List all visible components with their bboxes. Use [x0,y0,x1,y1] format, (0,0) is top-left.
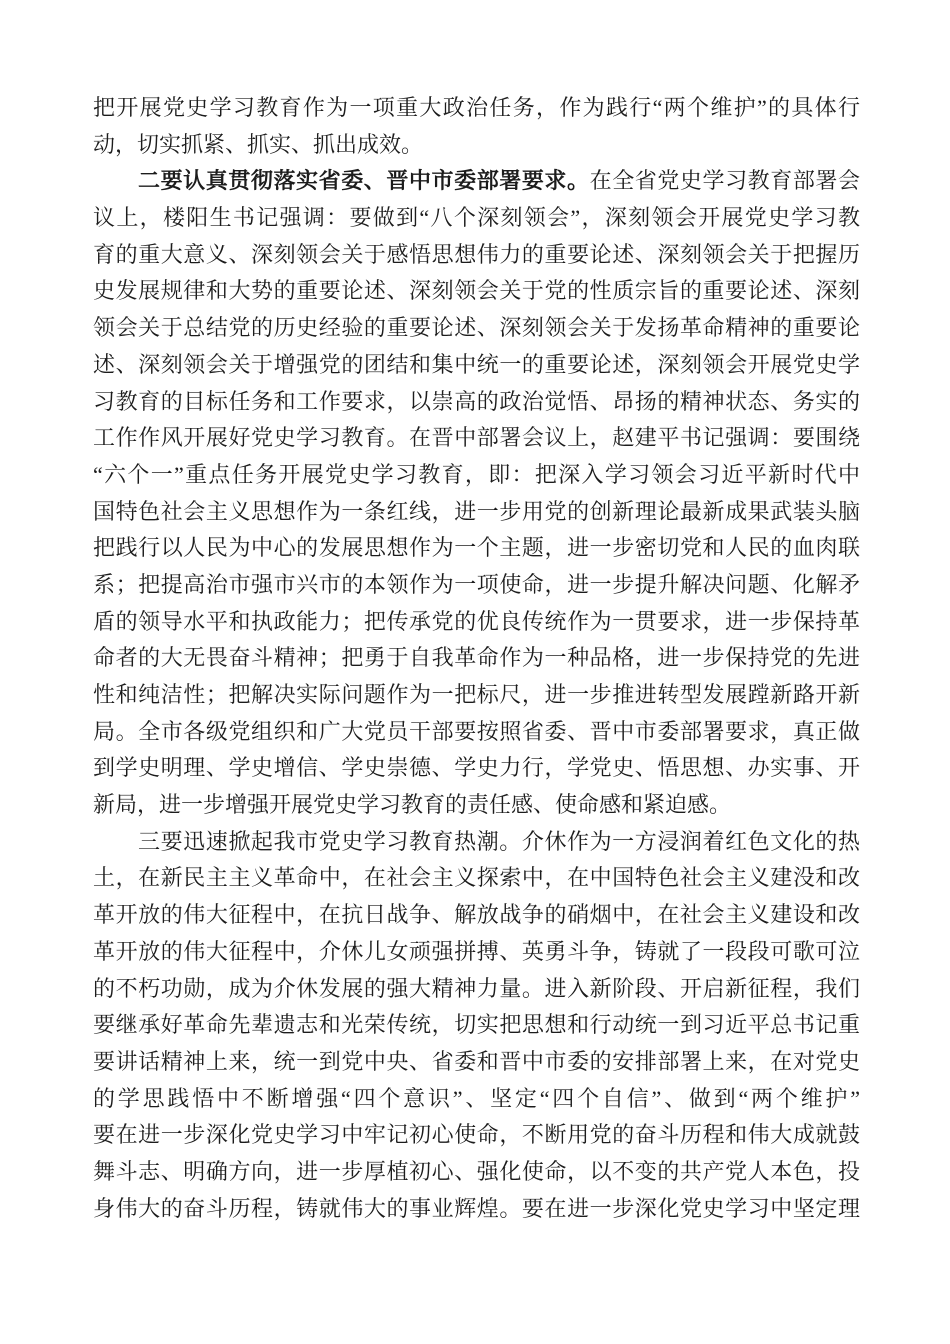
text-line [93,127,860,164]
text-line [93,530,860,567]
text-line [93,604,860,641]
text-segment: 到学史明理、学史增信、学史崇德、学史力行，学党史、悟思想、办实事、开 [93,755,860,781]
text-segment: “六个一”重点任务开展党史学习教育，即：把深入学习领会习近平新时代中 [93,461,860,487]
text-segment: 史发展规律和大势的重要论述、深刻领会关于党的性质宗旨的重要论述、深刻 [93,278,860,304]
text-segment: 土，在新民主主义革命中，在社会主义探索中，在中国特色社会主义建没和改 [93,865,860,891]
text-segment: 要在进一步深化党史学习中牢记初心使命，不断用党的奋斗历程和伟大成就鼓 [93,1122,860,1148]
text-line [93,420,860,457]
text-line [93,750,860,787]
text-segment: 盾的领导水平和执政能力；把传承党的优良传统作为一贯要求，进一步保持革 [93,608,860,634]
text-segment: 把开展党史学习教育作为一项重大政治任务，作为践行“两个维护”的具体行 [93,95,860,120]
text-segment: 命者的大无畏奋斗精神；把勇于自我革命作为一种品格，进一步保持党的先进 [93,645,860,671]
text-segment: 舞斗志、明确方向，进一步厚植初心、强化使命，以不变的共产党人本色，投 [93,1158,860,1184]
document-body [93,90,860,1227]
text-segment: 动，切实抓紧、抓实、抓出成效。 [93,131,424,157]
text-line [93,1044,860,1081]
text-line [93,567,860,604]
text-line [93,1007,860,1044]
text-segment: 三要迅速掀起我市党史学习教育热潮。 [138,828,522,854]
text-line [93,824,860,861]
text-line [93,163,860,200]
text-line [93,384,860,421]
text-segment: 领会关于总结党的历史经验的重要论述、深刻领会关于发扬革命精神的重要论 [93,315,860,341]
paragraph-lead-bold: 二要认真贯彻落实省委、晋中市委部署要求。 [138,168,590,194]
text-line [93,457,860,494]
text-line [93,90,860,127]
text-line [93,934,860,971]
text-line [93,200,860,237]
text-line [93,677,860,714]
text-line [93,897,860,934]
text-segment: 新局，进一步增强开展党史学习教育的责任感、使命感和紧迫感。 [93,792,732,818]
text-line [93,494,860,531]
text-segment: 在全省党史学习教育部署会 [589,168,860,194]
text-segment: 介休作为一方浸润着红色文化的热 [521,828,860,854]
text-segment: 工作作风开展好党史学习教育。在晋中部署会议上，赵建平书记强调：要围绕 [93,425,860,451]
text-line [93,971,860,1008]
text-line [93,347,860,384]
text-line [93,1117,860,1154]
text-segment: 的不朽功勋，成为介休发展的强大精神力量。进入新阶段、开启新征程，我们 [93,975,860,1001]
text-segment: 议上，楼阳生书记强调：要做到“八个深刻领会”，深刻领会开展党史学习教 [93,205,860,231]
text-line [93,237,860,274]
text-line [93,1154,860,1191]
text-line [93,640,860,677]
text-segment: 要继承好革命先辈遗志和光荣传统，切实把思想和行动统一到习近平总书记重 [93,1012,860,1038]
text-segment: 的学思践悟中不断增强“四个意识”、坚定“四个自信”、做到“两个维护” [93,1085,860,1111]
text-line [93,787,860,824]
text-line [93,273,860,310]
text-line [93,860,860,897]
text-segment: 述、深刻领会关于增强党的团结和集中统一的重要论述，深刻领会开展党史学 [93,351,860,377]
text-segment: 习教育的目标任务和工作要求，以崇高的政治觉悟、昂扬的精神状态、务实的 [93,388,860,414]
text-segment: 要讲话精神上来，统一到党中央、省委和晋中市委的安排部署上来，在对党史 [93,1048,860,1074]
text-segment: 身伟大的奋斗历程，铸就伟大的事业辉煌。要在进一步深化党史学习中坚定理 [93,1195,860,1221]
text-segment: 革开放的伟大征程中，在抗日战争、解放战争的硝烟中，在社会主义建设和改 [93,902,860,928]
text-segment: 系；把提高治市强市兴市的本领作为一项使命，进一步提升解决问题、化解矛 [93,571,860,597]
text-segment: 把践行以人民为中心的发展思想作为一个主题，进一步密切党和人民的血肉联 [93,535,860,561]
text-line [93,714,860,751]
text-segment: 革开放的伟大征程中，介休儿女顽强拼搏、英勇斗争，铸就了一段段可歌可泣 [93,938,860,964]
text-segment: 局。全市各级党组织和广大党员干部要按照省委、晋中市委部署要求，真正做 [93,718,860,744]
text-segment: 性和纯洁性；把解决实际问题作为一把标尺，进一步推进转型发展蹚新路开新 [93,682,860,707]
text-line [93,1081,860,1118]
text-line [93,1191,860,1228]
text-line [93,310,860,347]
text-segment: 国特色社会主义思想作为一条红线，进一步用党的创新理论最新成果武装头脑 [93,498,860,524]
text-segment: 育的重大意义、深刻领会关于感悟思想伟力的重要论述、深刻领会关于把握历 [93,241,860,267]
